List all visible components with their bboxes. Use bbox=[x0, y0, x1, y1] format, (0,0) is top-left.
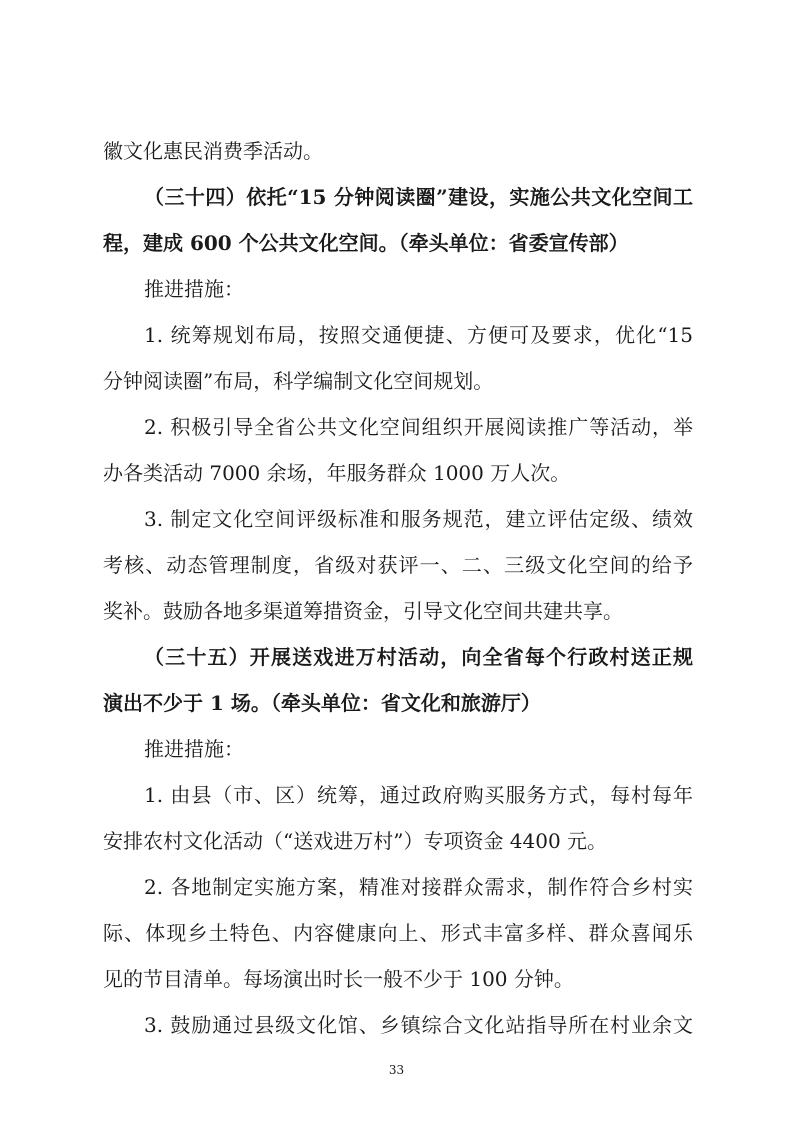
paragraph-line: 3. 鼓励通过县级文化馆、乡镇综合文化站指导所在村业余文 bbox=[144, 1013, 693, 1037]
paragraph-line: 安排农村文化活动（“送戏进万村”）专项资金 4400 元。 bbox=[103, 829, 608, 853]
paragraph-line: 奖补。鼓励各地多渠道筹措资金，引导文化空间共建共享。 bbox=[103, 599, 623, 623]
measures-label: 推进措施： bbox=[144, 737, 244, 761]
paragraph-line: 1. 统筹规划布局，按照交通便捷、方便可及要求，优化“15 bbox=[144, 323, 693, 347]
section-heading-line: 演出不少于 1 场。（牵头单位：省文化和旅游厅） bbox=[103, 691, 541, 715]
paragraph-line: 考核、动态管理制度，省级对获评一、二、三级文化空间的给予 bbox=[103, 553, 693, 577]
section-heading-line: （三十五）开展送戏进万村活动，向全省每个行政村送正规 bbox=[144, 645, 693, 669]
page-number: 33 bbox=[388, 1063, 405, 1077]
paragraph-line: 际、体现乡土特色、内容健康向上、形式丰富多样、群众喜闻乐 bbox=[103, 921, 693, 945]
section-heading-line: 程，建成 600 个公共文化空间。（牵头单位：省委宣传部） bbox=[103, 231, 629, 255]
paragraph-line: 办各类活动 7000 余场，年服务群众 1000 万人次。 bbox=[103, 461, 571, 485]
paragraph-line: 2. 各地制定实施方案，精准对接群众需求，制作符合乡村实 bbox=[144, 875, 693, 899]
section-heading-line: （三十四）依托“15 分钟阅读圈”建设，实施公共文化空间工 bbox=[144, 185, 693, 209]
paragraph-line: 见的节目清单。每场演出时长一般不少于 100 分钟。 bbox=[103, 967, 574, 991]
paragraph-line: 徽文化惠民消费季活动。 bbox=[103, 139, 323, 163]
paragraph-line: 分钟阅读圈”布局，科学编制文化空间规划。 bbox=[103, 369, 494, 393]
paragraph-line: 1. 由县（市、区）统筹，通过政府购买服务方式，每村每年 bbox=[144, 783, 693, 807]
measures-label: 推进措施： bbox=[144, 277, 244, 301]
paragraph-line: 3. 制定文化空间评级标准和服务规范，建立评估定级、绩效 bbox=[144, 507, 693, 531]
paragraph-line: 2. 积极引导全省公共文化空间组织开展阅读推广等活动，举 bbox=[144, 415, 693, 439]
